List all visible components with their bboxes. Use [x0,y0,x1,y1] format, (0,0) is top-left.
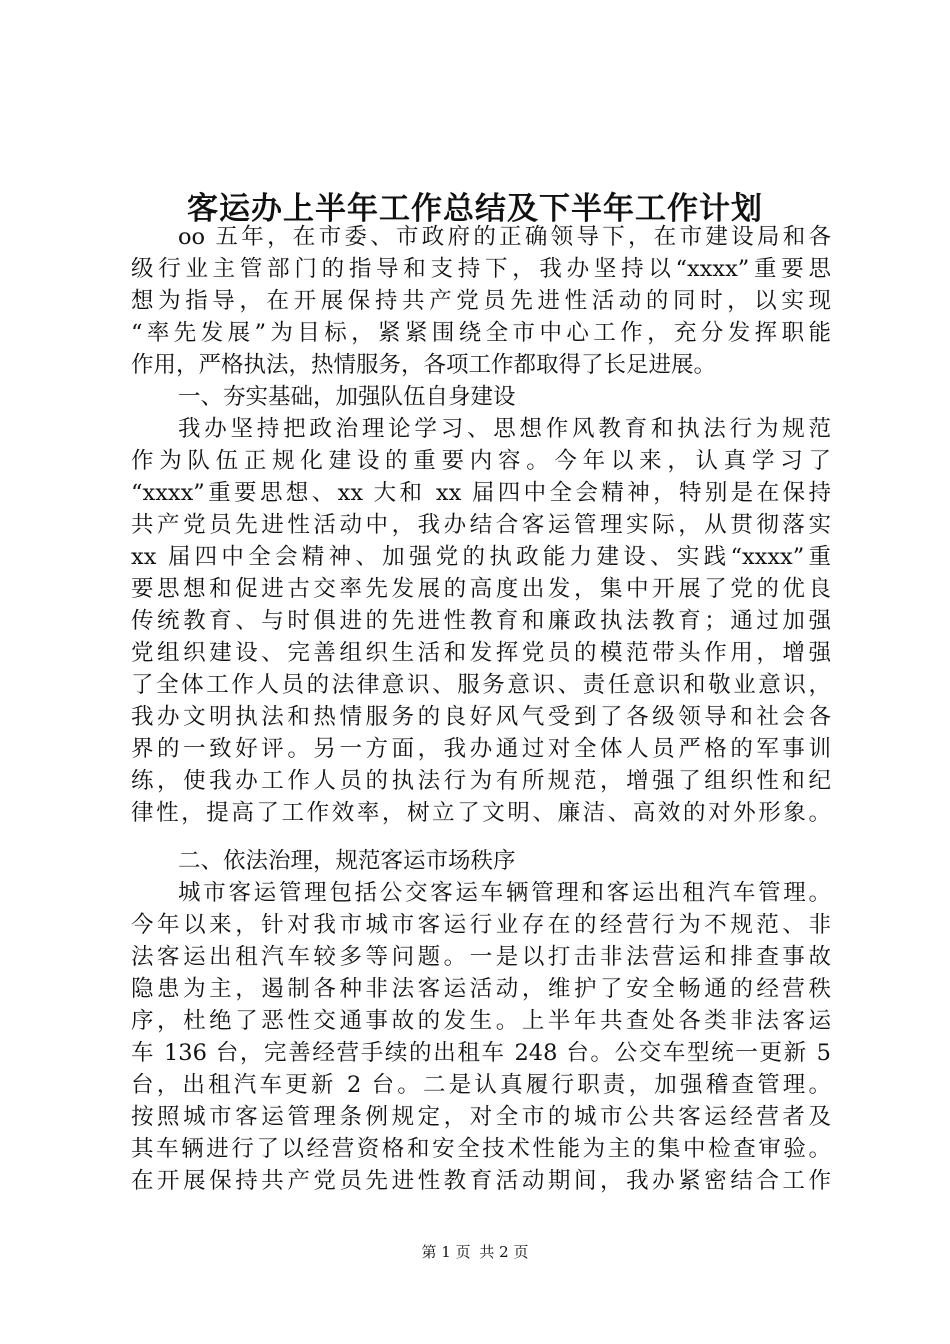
text-line: 党组织建设、完善组织生活和发挥党员的模范带头作用，增强 [131,640,831,666]
text-line: 在开展保持共产党员先进性教育活动期间，我办紧密结合工作 [131,1168,831,1194]
text-line: 法客运出租汽车较多等问题。一是以打击非法营运和排查事故 [131,944,831,970]
text-line: “率先发展”为目标，紧紧围绕全市中心工作，充分发挥职能 [131,320,831,346]
section-heading-2: 二、依法治理，规范客运市场秩序 [178,848,516,874]
text-line: 隐患为主，遏制各种非法客运活动，维护了安全畅通的经营秩 [131,976,831,1002]
text-line: 级行业主管部门的指导和支持下，我办坚持以“xxxx”重要思 [131,256,831,282]
text-line: 要思想和促进古交率先发展的高度出发，集中开展了党的优良 [131,576,831,602]
page-total: 共 2 页 [479,1243,529,1261]
text-line: 今年以来，针对我市城市客运行业存在的经营行为不规范、非 [131,912,831,938]
text-line: 其车辆进行了以经营资格和安全技术性能为主的集中检查审验。 [131,1136,831,1162]
text-line: 想为指导，在开展保持共产党员先进性活动的同时，以实现 [131,288,831,314]
text-line: 作用，严格执法，热情服务，各项工作都取得了长足进展。 [131,352,717,378]
section-heading-1: 一、夯实基础，加强队伍自身建设 [178,384,516,410]
text-line: 作为队伍正规化建设的重要内容。今年以来，认真学习了 [131,448,831,474]
text-line: 我办坚持把政治理论学习、思想作风教育和执法行为规范 [178,416,831,442]
text-line: 传统教育、与时俱进的先进性教育和廉政执法教育；通过加强 [131,608,831,634]
text-line: 车 136 台，完善经营手续的出租车 248 台。公交车型统一更新 5 [131,1040,831,1066]
text-line: 共产党员先进性活动中，我办结合客运管理实际，从贯彻落实 [131,512,831,538]
text-line: 序，杜绝了恶性交通事故的发生。上半年共查处各类非法客运 [131,1008,831,1034]
text-line: 我办文明执法和热情服务的良好风气受到了各级领导和社会各 [131,704,831,730]
text-line: oo 五年，在市委、市政府的正确领导下，在市建设局和各 [178,224,831,250]
page-footer [0,1241,950,1263]
page-title: 客运办上半年工作总结及下半年工作计划 [187,191,763,227]
text-line: 了全体工作人员的法律意识、服务意识、责任意识和敬业意识， [131,672,831,698]
text-line: “xxxx”重要思想、xx 大和 xx 届四中全会精神，特别是在保持 [131,480,831,506]
text-line: 按照城市客运管理条例规定，对全市的城市公共客运经营者及 [131,1104,831,1130]
text-line: 台，出租汽车更新 2 台。二是认真履行职责，加强稽查管理。 [131,1072,831,1098]
text-line: 界的一致好评。另一方面，我办通过对全体人员严格的军事训 [131,736,831,762]
text-line: xx 届四中全会精神、加强党的执政能力建设、实践“xxxx”重 [131,544,831,570]
page-number: 第 1 页 [421,1243,471,1261]
text-line: 练，使我办工作人员的执法行为有所规范，增强了组织性和纪 [131,768,831,794]
text-line: 城市客运管理包括公交客运车辆管理和客运出租汽车管理。 [178,880,831,906]
text-line: 律性，提高了工作效率，树立了文明、廉洁、高效的对外形象。 [131,800,831,826]
